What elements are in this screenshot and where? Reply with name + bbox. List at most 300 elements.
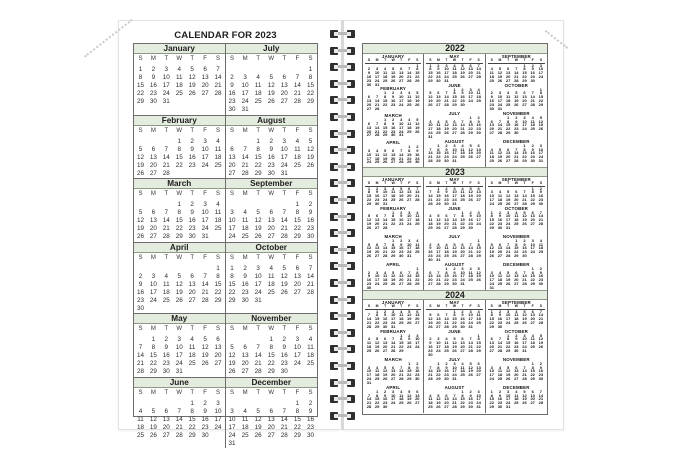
day-cell: 2: [445, 143, 448, 148]
day-cell: 23: [228, 98, 236, 106]
coil-part: [347, 130, 355, 138]
month-column: [424, 177, 485, 290]
day-cell: 6: [507, 146, 510, 152]
week-row: [488, 405, 545, 409]
day-cell: 1: [477, 237, 480, 243]
weekday-label: M: [242, 254, 248, 261]
day-cell: [475, 282, 483, 286]
month-column: [424, 54, 485, 167]
day-cell: 2: [384, 308, 387, 314]
day-cell: 23: [374, 197, 380, 202]
week-row: [426, 135, 482, 139]
day-cell: 21: [538, 396, 544, 402]
day-cell: [212, 305, 225, 313]
day-cell: 18: [366, 344, 372, 349]
day-cell: 27: [530, 221, 535, 226]
day-cell: 15: [366, 193, 372, 199]
day-cell: 27: [149, 233, 157, 241]
day-cell: 22: [175, 225, 183, 233]
weekday-label: F: [295, 191, 300, 198]
day-cell: 3: [507, 389, 510, 394]
day-cell: 4: [392, 185, 395, 191]
day-cell: 13: [514, 273, 519, 279]
month-name: May: [134, 314, 225, 324]
day-cell: 12: [382, 151, 388, 157]
day-cell: 1: [453, 308, 456, 314]
day-cell: 9: [453, 269, 456, 275]
weekday-label: S: [230, 56, 235, 62]
day-cell: 26: [382, 376, 388, 381]
day-cell: 1: [507, 332, 510, 338]
coil-part: [347, 163, 355, 171]
day-cell: 25: [267, 288, 275, 296]
day-cell: [134, 138, 147, 146]
month-name: March: [134, 179, 225, 189]
day-cell: 6: [515, 364, 518, 370]
weekday-label: M: [436, 304, 440, 308]
coil-part: [330, 262, 338, 270]
day-cell: 20: [398, 74, 404, 79]
day-cell: 26: [390, 77, 396, 83]
day-cell: 18: [530, 122, 535, 128]
day-cell: [389, 83, 397, 87]
day-cell: 8: [230, 272, 234, 280]
day-cell: 11: [497, 368, 503, 374]
day-cell: 4: [531, 114, 534, 120]
day-cell: 13: [530, 392, 535, 398]
day-cell: 28: [460, 130, 465, 135]
day-cell: 31: [280, 169, 288, 177]
day-cell: 16: [149, 82, 157, 90]
day-cell: 10: [428, 122, 433, 128]
day-cell: 14: [514, 70, 519, 76]
day-cell: 27: [444, 224, 449, 230]
day-cell: 30: [306, 233, 314, 241]
day-cell: 17: [538, 70, 544, 76]
week-row: [134, 273, 225, 281]
day-cell: [186, 305, 199, 313]
day-cell: 16: [468, 396, 473, 402]
day-cell: [173, 265, 186, 273]
mini-month-august: [426, 139, 482, 167]
day-cell: 10: [452, 364, 457, 370]
weekday-label: M: [150, 326, 156, 333]
day-cell: 27: [489, 347, 494, 353]
day-cell: 12: [436, 217, 441, 223]
day-cell: 24: [452, 372, 457, 378]
day-cell: 28: [366, 323, 372, 329]
weekday-label: S: [230, 326, 235, 333]
day-cell: 10: [201, 209, 209, 217]
day-cell: 4: [216, 201, 220, 209]
weekday-label: S: [216, 127, 221, 134]
day-cell: 20: [476, 193, 481, 199]
day-cell: 25: [415, 221, 420, 226]
month-name: February: [134, 116, 225, 126]
day-cell: 29: [293, 233, 301, 241]
day-cell: [226, 138, 239, 146]
day-cell: 13: [415, 392, 420, 398]
week-row: [134, 217, 225, 225]
coil-part: [347, 196, 355, 204]
day-cell: 24: [293, 360, 301, 368]
day-cell: 25: [468, 277, 473, 283]
week-row: [226, 352, 318, 360]
day-cell: 18: [254, 90, 262, 98]
page-title: CALENDAR FOR 2023: [174, 30, 277, 41]
day-cell: 28: [390, 347, 396, 353]
day-cell: 22: [522, 74, 527, 79]
day-cell: 17: [390, 396, 396, 402]
day-cell: 20: [241, 360, 249, 368]
day-cell: 29: [188, 431, 196, 439]
day-cell: 30: [241, 296, 249, 304]
day-cell: 20: [460, 344, 465, 349]
day-cell: 20: [444, 400, 449, 406]
day-cell: 26: [188, 90, 196, 98]
day-cell: 7: [469, 241, 472, 247]
coil-part: [330, 196, 338, 204]
day-cell: 22: [460, 400, 465, 406]
day-cell: 24: [398, 101, 404, 107]
day-cell: 26: [505, 281, 511, 286]
day-cell: 25: [428, 224, 433, 230]
day-cell: 11: [407, 94, 412, 100]
day-cell: [467, 202, 475, 206]
day-cell: [186, 265, 199, 273]
day-cell: 29: [254, 169, 262, 177]
day-cell: 29: [460, 404, 465, 409]
day-cell: [147, 201, 160, 209]
weekday-label: W: [268, 389, 275, 396]
day-cell: [199, 170, 212, 178]
day-cell: 21: [514, 154, 519, 160]
day-cell: 14: [538, 312, 544, 318]
day-cell: 7: [515, 146, 518, 152]
day-cell: 26: [468, 154, 473, 160]
mini-month-name: MAY: [449, 177, 460, 182]
day-cell: 8: [138, 74, 143, 82]
mini-month-name: DECEMBER: [502, 384, 530, 390]
mini-month-name: NOVEMBER: [502, 233, 530, 239]
day-cell: [405, 134, 413, 138]
weekday-label: T: [282, 326, 287, 333]
day-cell: [239, 66, 252, 74]
weekday-label: F: [203, 389, 207, 396]
day-cell: [186, 98, 199, 106]
day-cell: 12: [366, 217, 372, 223]
day-cell: 4: [461, 185, 464, 191]
day-cell: 22: [306, 90, 314, 98]
day-cell: 17: [436, 249, 441, 255]
mini-month-name: OCTOBER: [504, 328, 528, 334]
day-cell: 5: [392, 269, 395, 275]
day-cell: 13: [188, 280, 196, 288]
day-cell: 22: [293, 423, 301, 431]
day-cell: 24: [241, 98, 249, 106]
day-cell: 30: [460, 323, 465, 329]
day-cell: 9: [269, 145, 273, 153]
day-cell: 28: [530, 101, 535, 107]
day-cell: 4: [461, 360, 464, 366]
day-cell: 4: [429, 392, 432, 398]
month-column: [486, 54, 547, 167]
coil-part: [338, 148, 347, 151]
day-cell: 2: [539, 266, 542, 271]
day-cell: 31: [505, 224, 511, 230]
day-cell: 22: [530, 372, 535, 378]
day-cell: 14: [407, 273, 412, 279]
year-label: 2024: [363, 290, 547, 300]
day-cell: 4: [515, 308, 518, 314]
weekday-label: S: [367, 181, 371, 185]
day-cell: 21: [201, 288, 209, 296]
day-cell: 11: [514, 392, 519, 398]
day-cell: 20: [382, 344, 388, 349]
day-cell: [475, 258, 483, 262]
day-cell: [413, 349, 421, 353]
day-cell: 18: [175, 82, 183, 90]
day-cell: 20: [505, 154, 511, 160]
day-cell: 16: [241, 280, 249, 288]
day-cell: 3: [477, 209, 480, 215]
weekday-label: T: [461, 181, 464, 185]
day-cell: [199, 265, 212, 273]
day-cell: [405, 405, 413, 409]
day-cell: 28: [522, 200, 527, 206]
day-cell: [212, 98, 225, 106]
mini-month-name: SEPTEMBER: [501, 300, 531, 305]
day-cell: 26: [522, 400, 527, 406]
day-cell: 6: [375, 241, 379, 247]
day-cell: 17: [407, 245, 412, 251]
day-cell: 15: [530, 368, 535, 374]
coil-part: [338, 65, 347, 68]
coil-part: [338, 397, 347, 400]
day-cell: 9: [190, 209, 194, 217]
day-cell: 20: [514, 372, 519, 378]
day-cell: 20: [415, 316, 420, 322]
weekday-label: S: [367, 58, 371, 62]
day-cell: 19: [201, 352, 209, 360]
day-cell: 9: [416, 364, 419, 370]
week-row: [134, 289, 225, 297]
day-cell: [239, 138, 252, 146]
day-cell: 2: [445, 360, 448, 366]
day-cell: 20: [428, 277, 433, 283]
weekday-label: S: [416, 304, 419, 308]
weekday-label: W: [176, 127, 183, 134]
day-cell: 1: [375, 389, 379, 394]
weekday-label: W: [452, 58, 457, 62]
day-cell: 29: [530, 200, 535, 206]
day-cell: 19: [390, 277, 396, 283]
day-cell: 23: [366, 281, 372, 286]
day-cell: 6: [477, 360, 480, 366]
day-cell: 8: [375, 312, 379, 318]
day-cell: 15: [468, 122, 473, 128]
coil-part: [330, 246, 338, 254]
day-cell: 16: [201, 415, 209, 423]
day-cell: 23: [415, 372, 420, 378]
day-cell: 15: [444, 273, 449, 279]
day-cell: 27: [267, 431, 275, 439]
day-cell: 13: [452, 122, 457, 128]
weekday-label: S: [429, 181, 432, 185]
day-cell: 7: [282, 209, 287, 217]
day-cell: 12: [522, 213, 527, 219]
day-cell: 22: [382, 128, 388, 134]
weekday-label: T: [445, 181, 448, 185]
day-cell: 18: [374, 372, 380, 378]
day-cell: 12: [452, 340, 457, 346]
day-cell: 25: [175, 90, 183, 98]
week-row: [488, 131, 545, 135]
day-cell: 22: [530, 277, 535, 283]
day-cell: 18: [407, 124, 412, 130]
day-cell: 20: [407, 193, 412, 199]
day-cell: 24: [538, 154, 544, 160]
weekday-label: W: [391, 181, 395, 185]
day-cell: 7: [539, 308, 542, 314]
day-cell: 7: [384, 213, 387, 219]
day-cell: 2: [367, 269, 371, 275]
day-grid: [134, 201, 225, 241]
day-cell: 27: [460, 347, 465, 353]
weekday-label: W: [176, 191, 183, 198]
day-cell: 3: [177, 336, 181, 344]
day-cell: 23: [188, 225, 196, 233]
day-cell: 27: [162, 431, 170, 439]
day-cell: 5: [230, 344, 234, 352]
day-cell: 11: [436, 122, 441, 128]
day-cell: 22: [228, 288, 236, 296]
day-cell: [134, 201, 147, 209]
day-cell: 8: [384, 94, 387, 100]
day-cell: 18: [136, 423, 144, 431]
day-cell: 1: [490, 389, 493, 394]
day-cell: 20: [444, 221, 449, 226]
day-cell: 3: [490, 189, 493, 195]
day-cell: 19: [415, 98, 420, 103]
day-cell: 10: [398, 121, 404, 126]
day-cell: 2: [164, 336, 169, 344]
day-cell: 4: [400, 389, 403, 394]
day-cell: 7: [243, 145, 247, 153]
day-cell: 2: [416, 360, 419, 366]
day-cell: 17: [497, 98, 503, 103]
day-cell: 27: [476, 154, 481, 160]
day-cell: 3: [469, 308, 472, 314]
day-cell: 12: [468, 189, 473, 195]
day-cell: [212, 170, 225, 178]
day-cell: 28: [468, 347, 473, 353]
day-cell: 5: [375, 336, 379, 342]
mini-month-name: MARCH: [384, 113, 402, 119]
week-row: [226, 154, 318, 162]
day-cell: 15: [149, 352, 157, 360]
day-cell: 10: [390, 392, 396, 398]
mini-month-january: [365, 300, 421, 329]
day-cell: 31: [452, 200, 457, 206]
mini-month-name: OCTOBER: [504, 205, 528, 211]
day-cell: 1: [539, 86, 542, 92]
day-cell: 1: [295, 399, 300, 407]
day-cell: 27: [514, 200, 519, 206]
day-cell: 27: [497, 253, 503, 258]
day-cell: 5: [523, 209, 526, 215]
day-cell: 20: [374, 221, 380, 226]
day-cell: 22: [390, 221, 396, 226]
day-cell: 16: [366, 277, 372, 283]
coil-part: [338, 181, 347, 184]
weekday-label: T: [164, 127, 169, 134]
day-cell: [459, 159, 467, 163]
day-cell: 15: [514, 245, 519, 251]
day-cell: 14: [522, 273, 527, 279]
day-cell: 8: [539, 90, 542, 96]
day-cell: 5: [408, 308, 411, 314]
day-cell: 2: [203, 399, 207, 407]
day-cell: [413, 202, 421, 206]
day-cell: 1: [367, 185, 371, 191]
day-cell: 14: [382, 245, 388, 251]
day-cell: 21: [452, 221, 457, 226]
day-cell: 6: [400, 269, 403, 275]
day-cell: 13: [505, 150, 511, 156]
day-cell: 14: [468, 245, 473, 251]
day-cell: 16: [267, 153, 275, 161]
year-section-2023: [363, 167, 547, 290]
day-cell: 8: [523, 146, 526, 152]
day-cell: [434, 135, 442, 139]
day-cell: 28: [452, 404, 457, 409]
day-cell: [413, 107, 421, 111]
mini-month-march: [365, 113, 421, 140]
day-cell: 21: [415, 193, 420, 199]
day-cell: 20: [514, 277, 519, 283]
weekday-label: T: [256, 326, 260, 333]
day-cell: 20: [476, 368, 481, 374]
week-row: [134, 336, 225, 344]
day-cell: 28: [538, 400, 544, 406]
day-cell: 30: [444, 376, 449, 381]
weekday-label: T: [164, 191, 169, 198]
day-cell: 24: [162, 90, 170, 98]
day-cell: 26: [228, 368, 236, 376]
day-cell: 12: [468, 364, 473, 370]
day-cell: 16: [162, 352, 170, 360]
day-cell: 24: [489, 376, 494, 381]
day-cell: 6: [230, 145, 234, 153]
weekday-header-row: [134, 389, 225, 398]
day-cell: [252, 106, 265, 114]
day-cell: [160, 400, 173, 408]
day-cell: 1: [256, 137, 260, 145]
day-cell: [529, 286, 537, 290]
weekday-label: T: [384, 181, 387, 185]
day-cell: 1: [437, 360, 440, 366]
day-cell: [496, 286, 504, 290]
mini-month-name: JULY: [448, 233, 461, 239]
day-cell: [397, 286, 405, 290]
day-cell: 21: [214, 82, 222, 90]
day-cell: [147, 305, 160, 313]
day-cell: 28: [254, 368, 262, 376]
day-cell: [442, 135, 450, 139]
day-cell: 14: [538, 213, 544, 219]
day-cell: 23: [390, 128, 396, 134]
